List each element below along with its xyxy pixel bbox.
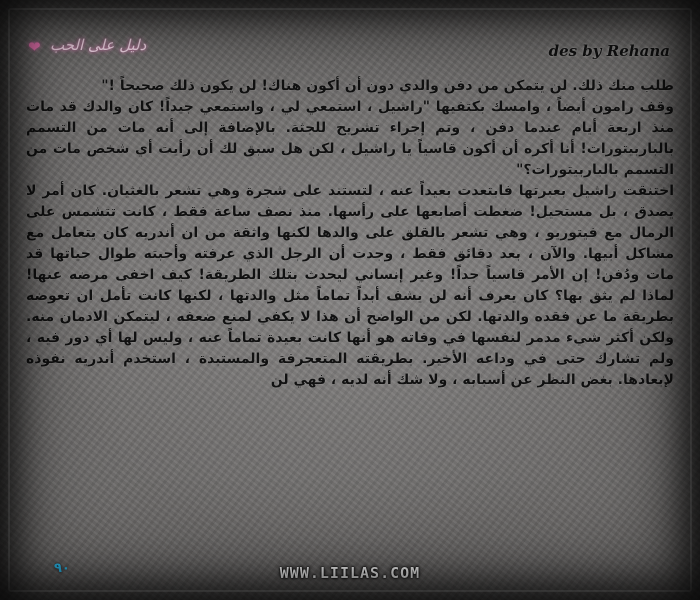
paragraph: وقف رامون أيضاً ، وامسك بكتفيها "راشيل ، استمعي لي ، واستمعي جيداً! كان والدك قد مات منذ اربعة أيام عندما دفن ، وتم إجراء تشريح للجثة. بالإضافة إلى أنه مات من التسمم بالباربيتورات! أنا أكره أن أكون قاسياً يا راشيل ، لكن هل سبق لك أن رأيت أي شخص مات من التسمم بالباربيتورات؟" (26, 99, 674, 178)
page-number: ٩٠ (54, 561, 70, 576)
site-url: WWW.LIILAS.COM (279, 564, 421, 582)
story-text (26, 76, 674, 556)
paragraph: طلب منك ذلك. لن يتمكن من دفن والدي دون أن أكون هناك! لن يكون ذلك صحيحاً !" (101, 78, 674, 94)
designer-credit: des by Rehana (548, 42, 670, 60)
paragraph: اختنقت راشيل بعبرتها فابتعدت بعيداً عنه ، لتستند على شجرة وهي تشعر بالغثيان. كان أمر لا يصدق ، بل مستحيل! ضغطت أصابعها على رأسها. منذ نصف ساعة فقط ، كانت تتشمس على الرمال مع فيتوريو ، وهي تشعر بالقلق على والدها لكنها واثقة من ان أندريه كان يتعامل مع مشاكل أبيها. والآن ، بعد دقائق فقط ، وجدت أن الرجل الذي عرفته وأحبته طوال حياتها قد مات ودُفن! إن الأمر قاسياً جداً! وغير إنساني ليحدث بتلك الطريقة! كيف اخفى مرضه عنها! لماذا لم يثق بها؟ كان يعرف أنه لن يشف أبداً تماماً مثل والدتها ، لكنها كانت تأمل ان تعوضه بطريقة ما عن فقده والدتها. لكن من الواضح أن هذا لا يكفي لمنع ضعفه ، ليتمكن الادمان منه. ولكن أكثر شيء مدمر لنفسها في وفاته هو أنها كانت بعيدة تماماً عنه ، وليس لها أي دور فيه ، ولم تشارك حتى في وداعه الأخير. بطريقته المتعجرفة والمستبدة ، استخدم أندريه نفوذه لإبعادها. بغض النظر عن أسبابه ، ولا شك أنه لديه ، فهي لن (26, 183, 674, 388)
brand-title: دليل على الحب (50, 36, 147, 54)
heart-icon: ❤ (28, 38, 41, 56)
